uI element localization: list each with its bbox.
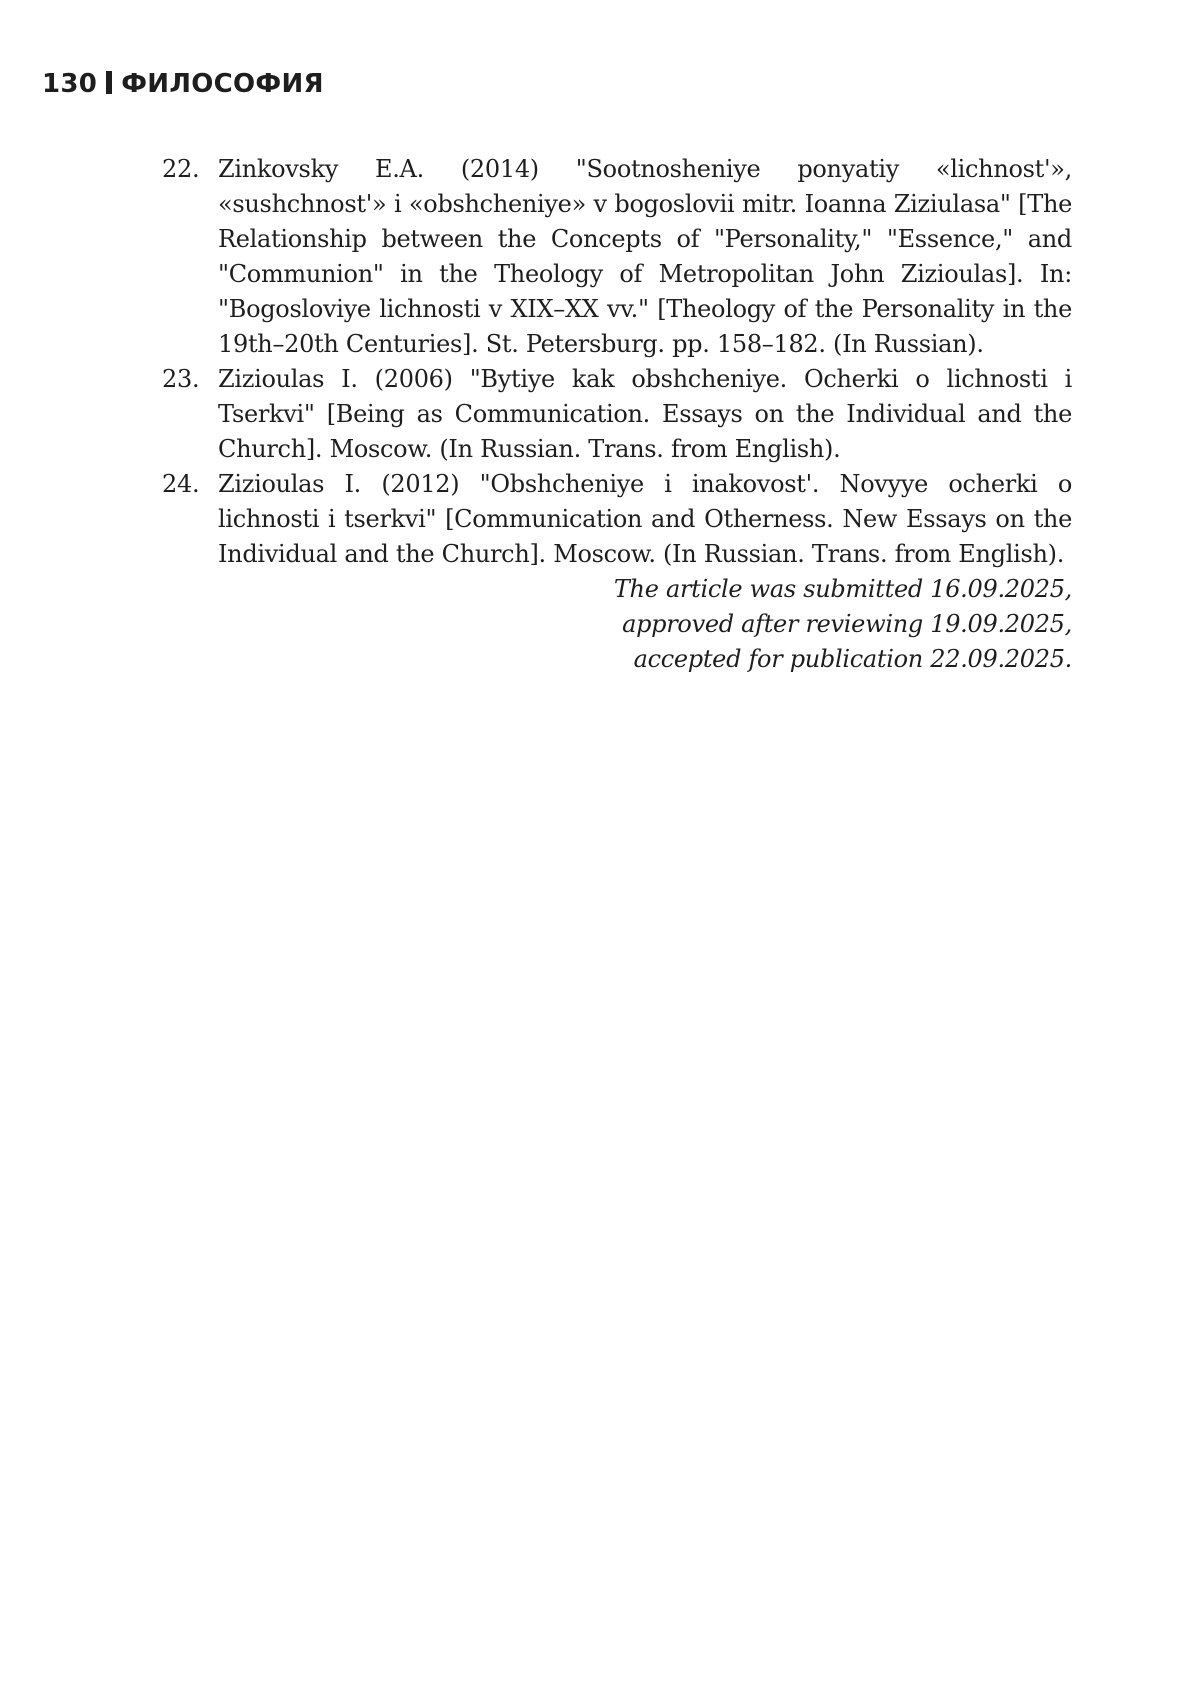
reference-item-23 (162, 362, 1072, 467)
reference-number: 24. (162, 470, 200, 498)
reference-item-24 (162, 467, 1072, 572)
submitted-date: The article was submitted 16.09.2025, (613, 575, 1072, 603)
reference-list (162, 152, 1072, 677)
separator-bar (106, 71, 112, 94)
reference-item-22 (162, 152, 1072, 362)
reference-text: Zizioulas I. (2012) "Obshcheniye i inakovost'. Novyye ocherki o lichnosti i tserkvi" [Communication and Otherness. New Essays on the Individual and the Church]. Moscow. (In Russian. Trans. from English). (218, 470, 1072, 568)
accepted-date: accepted for publication 22.09.2025. (633, 645, 1072, 673)
running-head (42, 68, 324, 100)
page-number: 130 (42, 69, 98, 99)
section-title: ФИЛОСОФИЯ (121, 69, 324, 99)
reference-number: 22. (162, 155, 200, 183)
reference-number: 23. (162, 365, 200, 393)
reference-text: Zizioulas I. (2006) "Bytiye kak obshcheniye. Ocherki o lichnosti i Tserkvi" [Being as Communication. Essays on the Individual and the Church]. Moscow. (In Russian. Trans. from English). (218, 365, 1072, 463)
publication-note (162, 572, 1072, 677)
approved-date: approved after reviewing 19.09.2025, (622, 610, 1072, 638)
reference-text: Zinkovsky E.A. (2014) "Sootnosheniye ponyatiy «lichnost'», «sushchnost'» i «obshcheniye» v bogoslovii mitr. Ioanna Ziziulasa" [The Relationship between the Concepts of "Personality," "Essence," and "Communion" in the Theology of Metropolitan John Zizioulas]. In: "Bogosloviye lichnosti v XIX–XX vv." [Theology of the Personality in the 19th–20th Centuries]. St. Petersburg. pp. 158–182. (In Russian). (218, 155, 1072, 358)
